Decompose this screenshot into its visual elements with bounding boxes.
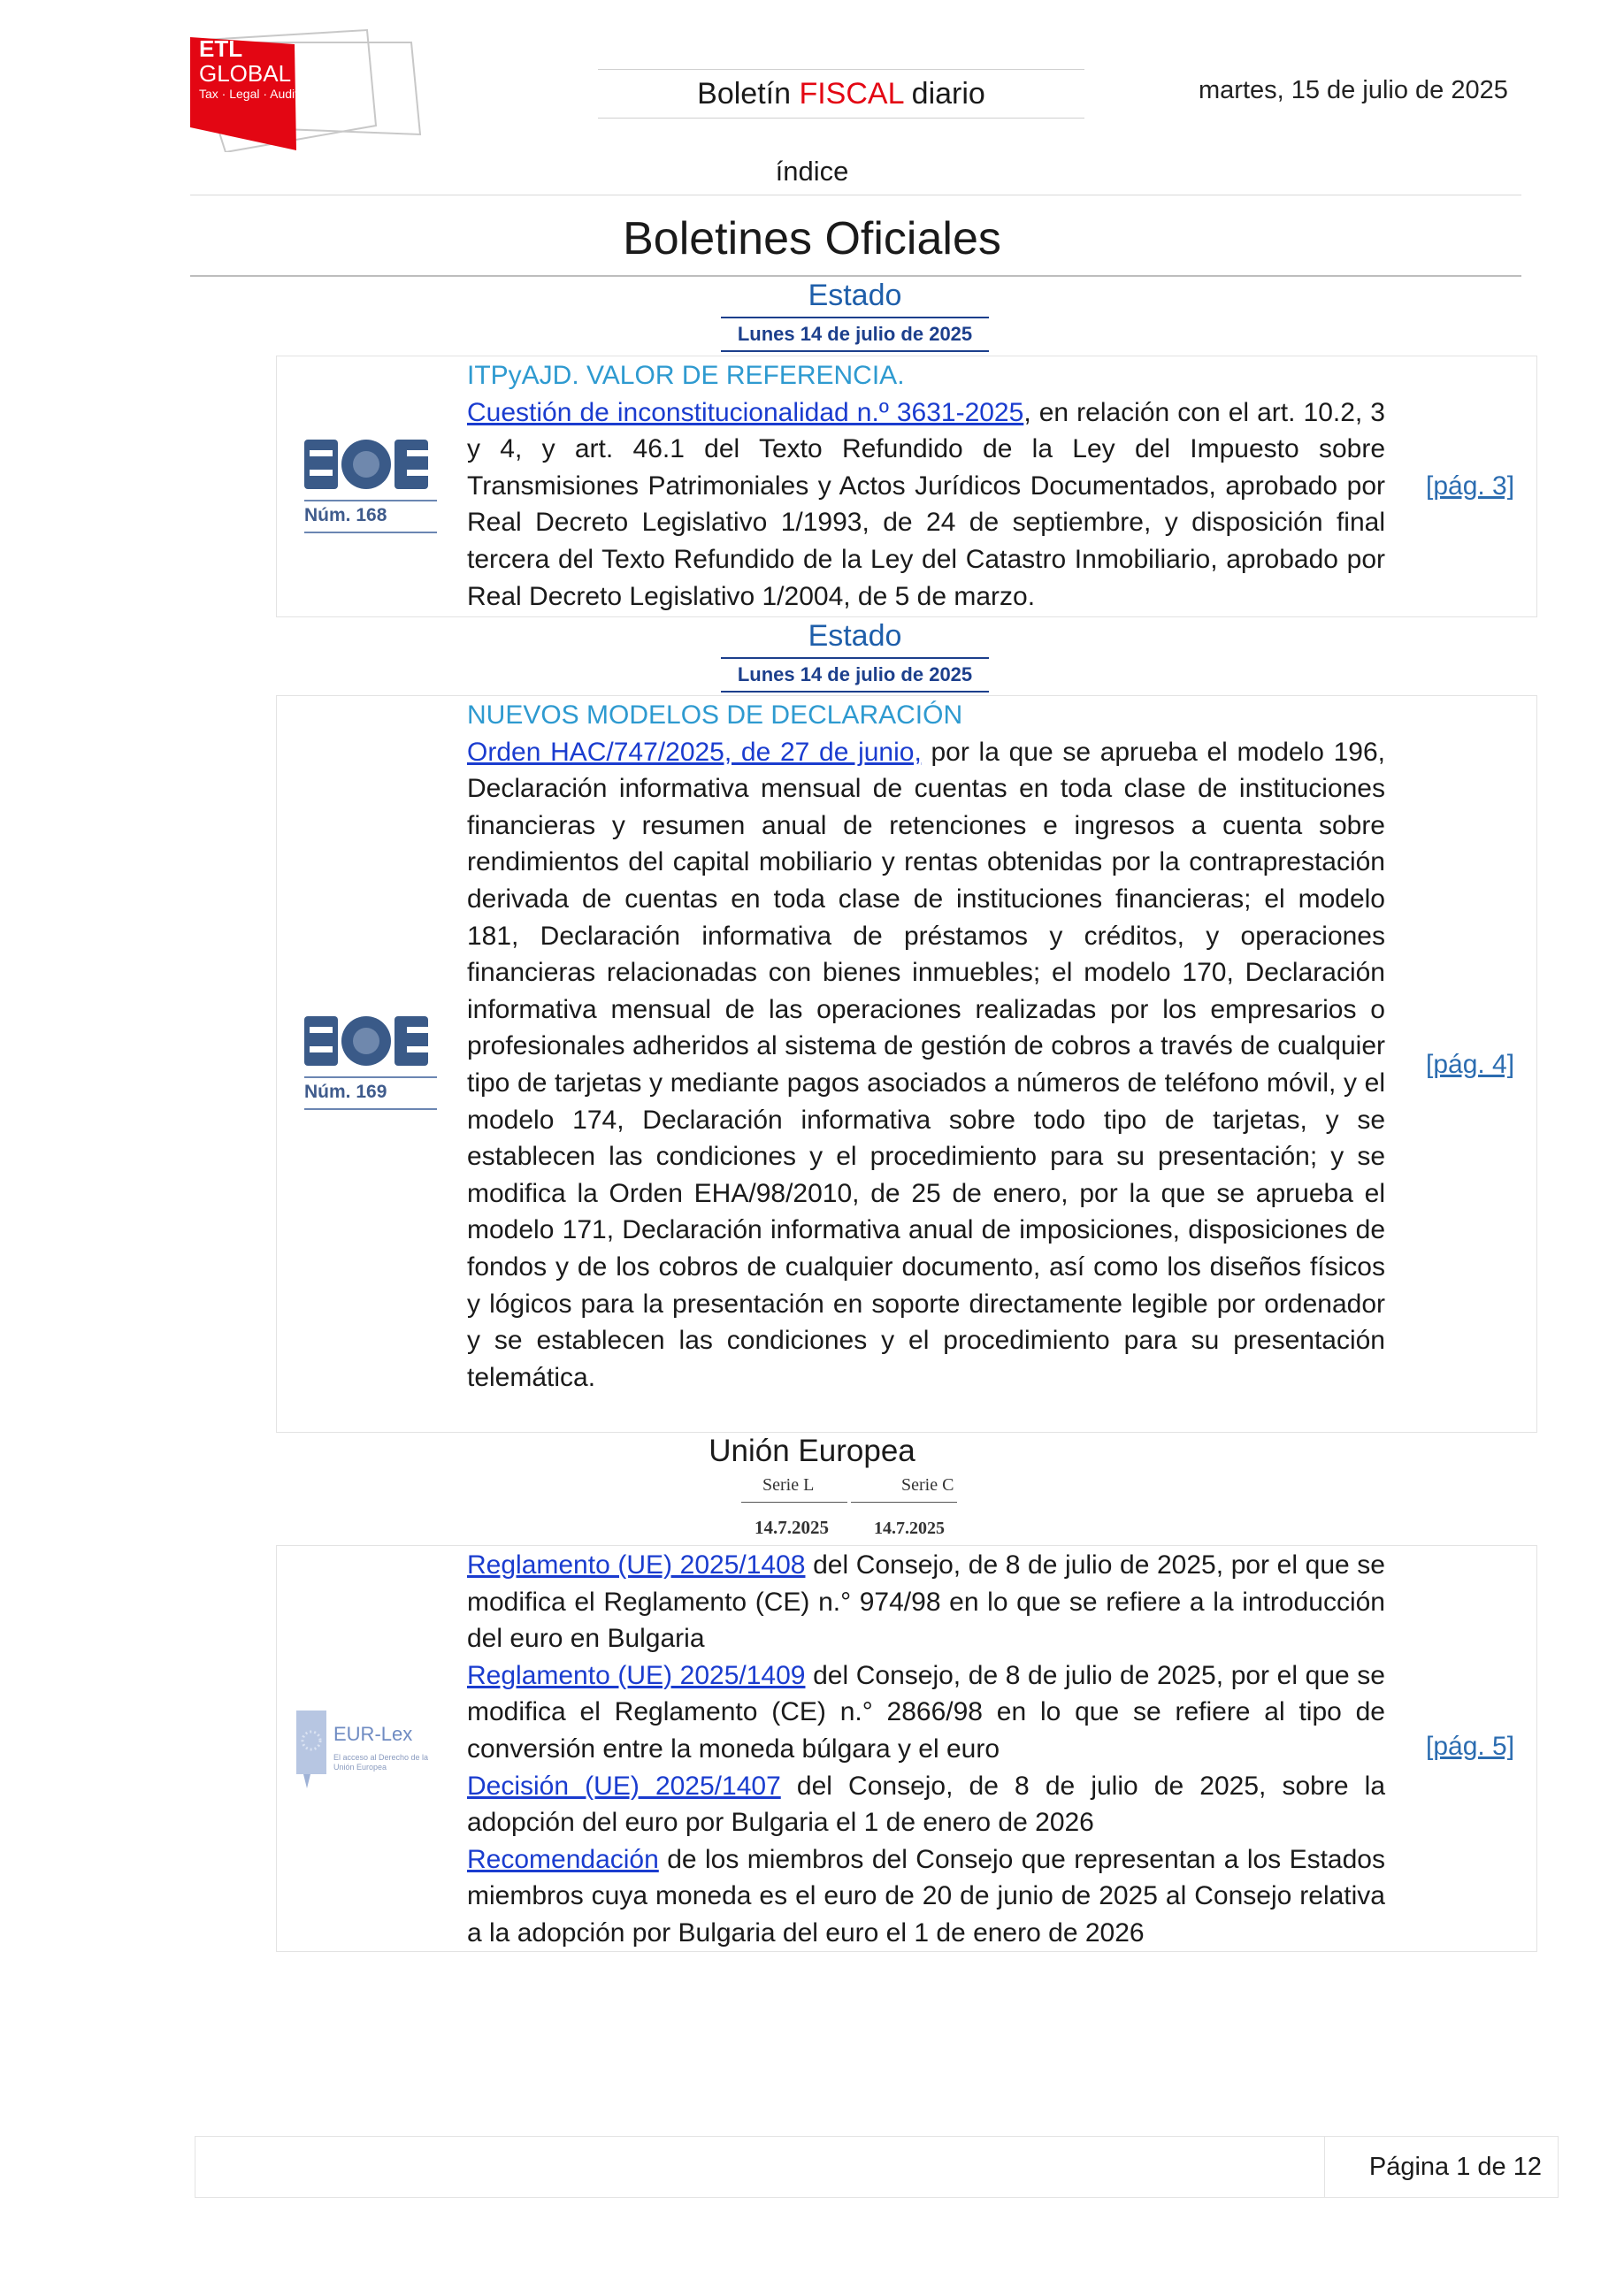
ue-item-link[interactable]: Decisión (UE) 2025/1407 [467, 1771, 781, 1801]
page-link[interactable]: [pág. 3] [1426, 471, 1515, 501]
eur-lex-subtitle: El acceso al Derecho de la Unión Europea [333, 1753, 429, 1772]
entry-date: Lunes 14 de julio de 2025 [721, 317, 989, 352]
serie-l-rule [741, 1502, 847, 1503]
entry-link[interactable]: Orden HAC/747/2025, de 27 de junio, [467, 737, 922, 767]
logo-line2: GLOBAL [199, 60, 292, 87]
section-divider [190, 275, 1521, 277]
title-prefix: Boletín [697, 77, 800, 111]
ue-item [467, 1841, 1385, 1952]
index-label: índice [775, 156, 849, 187]
entry-text: por la que se aprueba el modelo 196, Declaración informativa mensual de cuentas en toda clase de instituciones financieras y resumen anual de retenciones e ingresos a cuenta sobre rendimientos del capital mobiliario y rentas obtenidas por la contraprestación derivada de cuentas en toda clase de instituciones financieras; el modelo 181, Declaración informativa de préstamos y créditos, y operaciones financieras relacionadas con bienes inmuebles; el modelo 170, Declaración informativa mensual de las operaciones realizadas por los empresarios o profesionales adheridos al sistema de gestión de cobros a través de cualquier tipo de tarjetas y mediante pagos asociados a números de teléfono móvil, y el modelo 174, Declaración informativa sobre todo tipo de tarjetas, y se establecen las condiciones y el procedimiento para su presentación; y se modifica la Orden EHA/98/2010, de 25 de enero, por la que se aprueba el modelo 171, Declaración informativa anual de imposiciones, disposiciones de fondos y de los cobros de cualquier documento, así como los diseños físicos y lógicos para la presentación en soporte directamente legible por ordenador y se establecen las condiciones y el procedimiento para su presentación telemática. [467, 737, 1385, 1392]
ue-item-text: del Consejo, de 8 de julio de 2025, por el que se modifica el Reglamento (CE) n.° 2866/98 en lo que se refiere al tipo de conversión entre la moneda búlgara y el euro [467, 1660, 1385, 1764]
serie-l-label: Serie L [762, 1475, 815, 1495]
logo-line1: ETL [199, 35, 243, 62]
ue-item-link[interactable]: Recomendación [467, 1844, 659, 1874]
footer-divider [1324, 2137, 1325, 2197]
ue-item-text: del Consejo, de 8 de julio de 2025, por el que se modifica el Reglamento (CE) n.° 974/98 en lo que se refiere a la introducción del euro en Bulgaria [467, 1550, 1385, 1654]
title-fiscal: FISCAL [799, 77, 904, 111]
serie-c-date: 14.7.2025 [874, 1519, 945, 1538]
page-footer [195, 2136, 1559, 2198]
boe-badge [304, 1014, 437, 1110]
ue-item-link[interactable]: Reglamento (UE) 2025/1409 [467, 1660, 806, 1690]
ue-title: Unión Europea [709, 1434, 915, 1468]
boe-badge [304, 438, 437, 533]
logo-line3: Tax · Legal · Audit [199, 87, 299, 101]
entry-link[interactable]: Cuestión de inconstitucionalidad n.º 3631-2025 [467, 397, 1024, 427]
entry-body [467, 697, 1385, 1396]
eur-lex-book-icon [295, 1707, 330, 1791]
bulletin-title [598, 69, 1084, 119]
entry-source: Estado [808, 279, 902, 312]
boe-number: Núm. 169 [304, 1076, 437, 1110]
entry-body [467, 357, 1385, 615]
ue-item-text: del Consejo, de 8 de julio de 2025, sobre la adopción del euro por Bulgaria el 1 de enero de 2026 [467, 1771, 1386, 1838]
entry-category: NUEVOS MODELOS DE DECLARACIÓN [467, 700, 963, 730]
ue-body [467, 1547, 1385, 1952]
entry-text: , en relación con el art. 10.2, 3 y 4, y art. 46.1 del Texto Refundido de la Ley del Impuesto sobre Transmisiones Patrimoniales y Actos Jurídicos Documentados, aprobado por Real Decreto Legislativo 1/1993, de 24 de septiembre, y disposición final tercera del Texto Refundido de la Ley del Catastro Inmobiliario, aprobado por Real Decreto Legislativo 1/2004, de 5 de marzo. [467, 397, 1385, 611]
title-suffix: diario [903, 77, 985, 111]
ue-item-link[interactable]: Reglamento (UE) 2025/1408 [467, 1550, 806, 1580]
ue-item [467, 1657, 1385, 1768]
entry-source: Estado [808, 619, 902, 653]
entry-date: Lunes 14 de julio de 2025 [721, 657, 989, 693]
serie-c-rule [851, 1502, 957, 1503]
ue-item [467, 1547, 1385, 1657]
serie-l-date: 14.7.2025 [755, 1517, 829, 1538]
serie-c-label: Serie C [901, 1475, 954, 1495]
boe-logo-icon [304, 1014, 428, 1068]
page-link[interactable]: [pág. 5] [1426, 1732, 1515, 1761]
boe-logo-icon [304, 438, 428, 491]
boe-number: Núm. 168 [304, 500, 437, 533]
ue-item [467, 1768, 1385, 1841]
header-date: martes, 15 de julio de 2025 [1199, 76, 1508, 104]
entry-category: ITPyAJD. VALOR DE REFERENCIA. [467, 361, 905, 390]
section-title: Boletines Oficiales [623, 213, 1001, 264]
ue-item-text: de los miembros del Consejo que representan a los Estados miembros cuya moneda es el euro de 20 de junio de 2025 al Consejo relativa a la adopción por Bulgaria del euro el 1 de enero de 2026 [467, 1844, 1385, 1948]
eur-lex-logo [295, 1707, 440, 1791]
page-link[interactable]: [pág. 4] [1426, 1050, 1515, 1079]
eur-lex-title: EUR-Lex [333, 1723, 413, 1745]
etl-global-logo [190, 28, 460, 152]
page-number: Página 1 de 12 [1368, 2153, 1542, 2181]
